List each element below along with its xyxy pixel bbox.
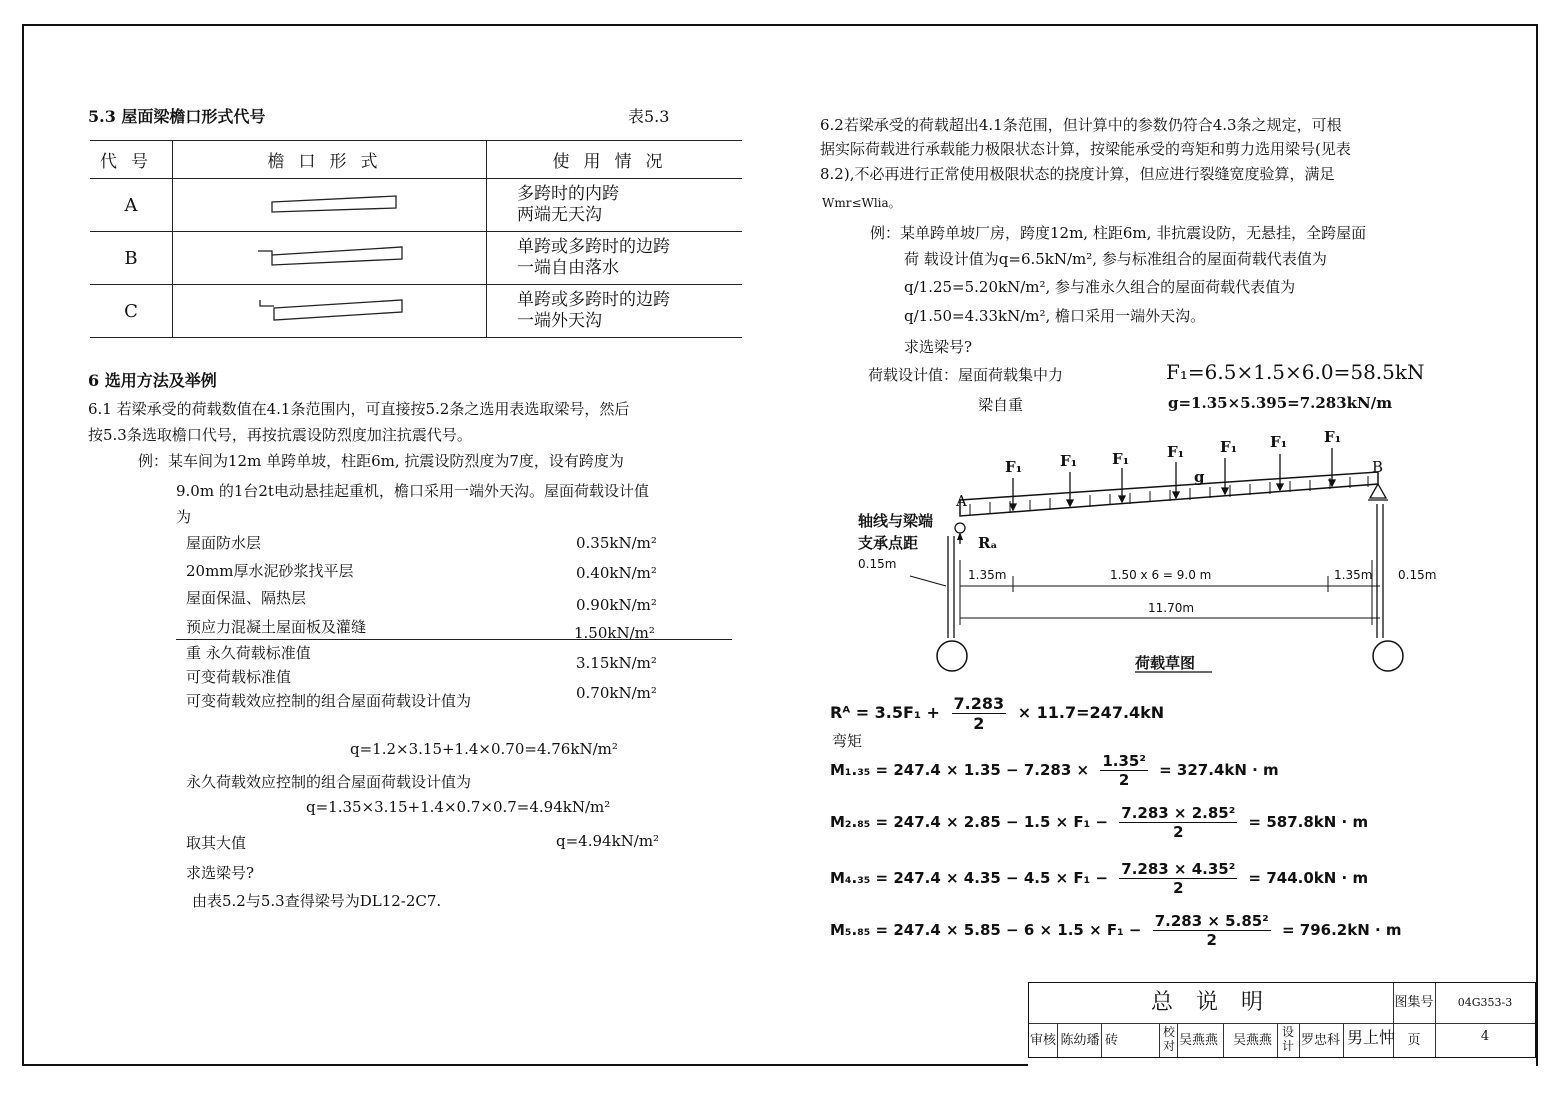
table-row <box>90 232 742 285</box>
load-value: 3.15kN/m² <box>576 654 657 672</box>
load-design-label: 荷载设计值：屋面荷载集中力 <box>868 366 1064 384</box>
eave-shape-b <box>173 232 487 285</box>
table-row <box>90 285 742 338</box>
review-label: 审核 <box>1029 1033 1056 1048</box>
page-number: 4 <box>1480 1029 1490 1044</box>
dim-1-35-right: 1.35m <box>1334 568 1373 582</box>
support-a-label: A <box>956 492 967 510</box>
f1-label-7: F₁ <box>1324 428 1342 446</box>
support-b-label: B <box>1372 458 1384 476</box>
self-weight-label: 梁自重 <box>978 396 1024 414</box>
table-header-row <box>90 141 742 179</box>
reviewer-signature: 砖 <box>1105 1033 1119 1048</box>
table-5-3-label: 表5.3 <box>628 107 670 126</box>
comb1-label: 可变荷载效应控制的组合屋面荷载设计值为 <box>186 692 472 710</box>
dim-span-9: 1.50 x 6 = 9.0 m <box>1110 568 1212 582</box>
max-label: 取其大值 <box>186 834 247 852</box>
example2-line4: q/1.50=4.33kN/m², 檐口采用一端外天沟。 <box>904 307 1206 325</box>
example1-line1: 例：某车间为12m 单跨单坡，柱距6m, 抗震设防烈度为7度，设有跨度为 <box>138 452 624 470</box>
row-code: A <box>90 179 173 232</box>
ra-label: Rₐ <box>978 534 998 552</box>
header-code: 代号 <box>90 141 173 179</box>
comb2-equation: q=1.35×3.15+1.4×0.7×0.7=4.94kN/m² <box>306 798 611 816</box>
row-usage: 单跨或多跨时的边跨 一端外天沟 <box>487 285 743 338</box>
para-6-2-line3: 8.2),不必再进行正常使用极限状态的挠度计算，但应进行裂缝宽度验算，满足 <box>820 165 1335 183</box>
note-line1: 轴线与梁端 <box>858 512 934 530</box>
para-6-1-line1: 6.1 若梁承受的荷载数值在4.1条范围内，可直接按5.2条之选用表选取梁号，然后 <box>88 400 630 418</box>
checker-signature: 吴燕燕 <box>1233 1033 1273 1048</box>
atlas-label: 图集号 <box>1393 983 1435 1024</box>
page-label: 页 <box>1407 1033 1421 1048</box>
f1-label-5: F₁ <box>1220 438 1238 456</box>
example1-line2: 9.0m 的1台2t电动悬挂起重机，檐口采用一端外天沟。屋面荷载设计值 <box>176 482 649 500</box>
moment-eq-1: M₁.₃₅ = 247.4 × 1.35 − 7.283 × $\frac{\text{1.35²}}{2}$ = 327.4kN · m <box>830 752 1279 789</box>
row-usage: 多跨时的内跨 两端无天沟 <box>487 179 743 232</box>
reviewer-name: 陈幼璠 <box>1060 1033 1100 1048</box>
load-value: 0.90kN/m² <box>576 596 657 614</box>
checker-name: 吴燕燕 <box>1179 1033 1219 1048</box>
design-label: 设计 <box>1281 1025 1294 1053</box>
f1-label-3: F₁ <box>1112 450 1130 468</box>
answer-beam: 由表5.2与5.3查得梁号为DL12-2C7. <box>192 892 442 910</box>
max-value: q=4.94kN/m² <box>556 832 660 850</box>
para-6-2-line2: 据实际荷载进行承载能力极限状态计算，按梁能承受的弯矩和剪力选用梁号(见表 <box>820 140 1351 158</box>
dim-1-35-left: 1.35m <box>968 568 1007 582</box>
ask-beam: 求选梁号? <box>186 864 255 882</box>
table-row <box>90 179 742 232</box>
example2-line1: 例：某单跨单坡厂房，跨度12m, 柱距6m, 非抗震设防，无悬挂，全跨屋面 <box>870 224 1367 242</box>
designer-name: 罗忠科 <box>1301 1033 1341 1048</box>
drawing-frame-bottom <box>22 1064 1028 1066</box>
f1-label-4: F₁ <box>1167 443 1185 461</box>
para-6-1-line2: 按5.3条选取檐口代号，再按抗震设防烈度加注抗震代号。 <box>88 426 472 444</box>
load-value: 0.35kN/m² <box>576 534 657 552</box>
row-code: C <box>90 285 173 338</box>
dim-0-15-left: 0.15m <box>858 557 897 571</box>
load-value: 0.40kN/m² <box>576 564 657 582</box>
diagram-caption: 荷载草图 <box>1135 654 1196 672</box>
moment-eq-4: M₅.₈₅ = 247.4 × 5.85 − 6 × 1.5 × F₁ − $\frac{\text{7.283 × 5.85²}}{2}$ = 796.2kN · m <box>830 912 1402 949</box>
check-label: 校对 <box>1162 1025 1175 1053</box>
row-usage: 单跨或多跨时的边跨 一端自由落水 <box>487 232 743 285</box>
beam-outline <box>960 472 1378 516</box>
dim-total: 11.70m <box>1148 601 1195 615</box>
atlas-number: 04G353-3 <box>1435 983 1535 1024</box>
para-6-2-line4: Wmr≤Wlia。 <box>822 196 901 210</box>
sum-line <box>176 639 732 640</box>
f1-label-1: F₁ <box>1005 458 1023 476</box>
row-code: B <box>90 232 173 285</box>
load-name: 屋面防水层 <box>186 534 262 552</box>
eave-shape-c <box>173 285 487 338</box>
eave-shape-a <box>173 179 487 232</box>
load-diagram <box>850 420 1450 690</box>
para-6-2-line1: 6.2若梁承受的荷载超出4.1条范围，但计算中的参数仍符合4.3条之规定，可根 <box>820 116 1342 134</box>
load-name: 20mm厚水泥砂浆找平层 <box>186 562 354 580</box>
designer-signature: 男上忡 <box>1347 1028 1396 1047</box>
moment-eq-3: M₄.₃₅ = 247.4 × 4.35 − 4.5 × F₁ − $\frac{\text{7.283 × 4.35²}}{2}$ = 744.0kN · m <box>830 860 1369 897</box>
f1-equation: F₁=6.5×1.5×6.0=58.5kN <box>1166 360 1425 384</box>
header-usage: 使用情况 <box>487 141 743 179</box>
load-name: 预应力混凝土屋面板及灌缝 <box>186 618 367 636</box>
eave-type-table <box>90 140 742 338</box>
drawing-title: 总 说 明 <box>1029 983 1393 1024</box>
section-5-3-title: 5.3 屋面梁檐口形式代号 <box>88 107 266 126</box>
moment-eq-2: M₂.₈₅ = 247.4 × 2.85 − 1.5 × F₁ − $\frac{\text{7.283 × 2.85²}}{2}$ = 587.8kN · m <box>830 804 1369 841</box>
load-value: 0.70kN/m² <box>576 684 657 702</box>
load-name: 可变荷载标准值 <box>186 668 292 686</box>
dim-0-15-right: 0.15m <box>1398 568 1437 582</box>
comb2-label: 永久荷载效应控制的组合屋面荷载设计值为 <box>186 773 472 791</box>
load-name: 屋面保温、隔热层 <box>186 589 307 607</box>
header-shape: 檐口形式 <box>173 141 487 179</box>
example2-line2: 荷 载设计值为q=6.5kN/m², 参与标准组合的屋面荷载代表值为 <box>904 250 1327 268</box>
f1-label-6: F₁ <box>1270 433 1288 451</box>
example2-line3: q/1.25=5.20kN/m², 参与准永久组合的屋面荷载代表值为 <box>904 278 1296 296</box>
section-6-title: 6 选用方法及举例 <box>88 371 217 390</box>
title-block <box>1028 982 1536 1058</box>
ra-equation: Rᴬ = 3.5F₁ + $\frac{7.283}{2}$ × 11.7=247.4kN <box>830 694 1165 733</box>
g-label: g <box>1194 468 1205 486</box>
example2-ask: 求选梁号? <box>904 338 973 356</box>
moment-label: 弯矩 <box>832 732 863 750</box>
note-line2: 支承点距 <box>858 534 919 552</box>
load-name: 重 永久荷载标准值 <box>186 644 311 662</box>
load-value: 1.50kN/m² <box>574 624 655 642</box>
g-equation: g=1.35×5.395=7.283kN/m <box>1168 394 1393 412</box>
comb1-equation: q=1.2×3.15+1.4×0.70=4.76kN/m² <box>350 740 618 758</box>
f1-label-2: F₁ <box>1060 452 1078 470</box>
example1-line3: 为 <box>176 508 192 526</box>
